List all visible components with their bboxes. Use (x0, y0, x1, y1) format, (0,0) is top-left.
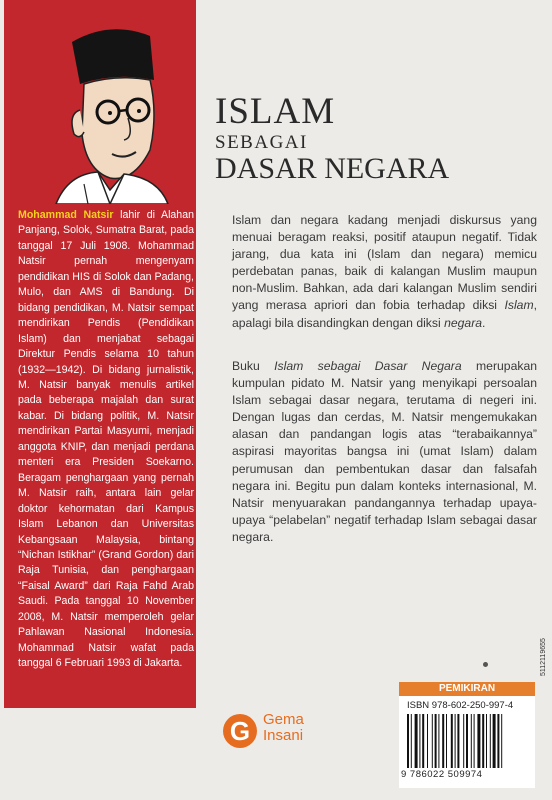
synopsis-text: . (482, 315, 486, 330)
synopsis-text: merupakan kumpulan pidato M. Natsir yang menyikapi persoalan Islam sebagai dasar negara, terutama di negeri ini. Dengan lugas dan cerdas, M. Natsir mengemukakan alasan dan pandangan logis atas “terabaikannya” aspirasi mayoritas bangsa ini (umat Islam) dalam perumusan dan pembentukan dasar dan falsafah negara ini. Begitu pun dalam konteks internasional, M. Natsir menyuarakan pandangannya terhadap upaya-upaya “pelabelan” negatif terhadap Islam sebagai dasar negara. (232, 359, 538, 544)
isbn-number: ISBN 978-602-250-997-4 (407, 700, 514, 711)
category-label: PEMIKIRAN (399, 682, 535, 696)
author-bio (18, 208, 194, 672)
ink-speck (483, 662, 488, 667)
synopsis-text: Islam dan negara kadang menjadi diskursus yang menuai beragam reaksi, positif ataupun negatif. Tidak jarang, dua kata ini (Islam dan negara) memicu perdebatan panas, baik di kalangan Muslim maupun non-Muslim. Bahkan, ada dari kalangan Muslim sendiri yang merasa apriori dan fobia terhadap diksi (232, 213, 537, 313)
publisher-logo (223, 710, 338, 756)
synopsis-text: Buku (232, 359, 275, 373)
barcode-icon (405, 714, 523, 768)
synopsis-paragraph-1 (232, 212, 537, 332)
synopsis-text: , apalagi bila disandingkan dengan diksi (232, 298, 537, 330)
author-bio-text: lahir di Alahan Panjang, Solok, Sumatra Barat, pada tanggal 17 Juli 1908. Mohammad Natsir pernah mengenyam pendidikan HIS di Solok dan Padang, Mulo, dan AMS di Bandung. Di bidang pendidikan, M. Natsir sempat mendirikan Pendis (Pendidikan Islam) dan menjabat sebagai Direktur Pendis selama 10 tahun (1932—1942). Di bidang jurnalistik, M. Natsir banyak menulis artikel pada beberapa majalah dan surat kabar. Di bidang politik, M. Natsir mendirikan Partai Masyumi, menjadi anggota KNIP, dan menjadi perdana menteri era Presiden Soekarno. Beragam penghargaan yang pernah M. Natsir raih, antara lain gelar doktor kehormatan dari Kampus Islam Lebanon dan Universitas Kebangsaan Malaysia, bintang “Nichan Istikhar” (Grand Gordon) dari Raja Tunisia, dan penghargaan “Faisal Award” dari Raja Fahd Arab Saudi. Pada tanggal 10 November 2008, M. Natsir memperoleh gelar Pahlawan Nasional Indonesia. Mohammad Natsir wafat pada tanggal 6 Februari 1993 di Jakarta. (18, 209, 194, 670)
title-line-2: SEBAGAI (215, 132, 308, 153)
publisher-name-line-1: Gema (263, 711, 304, 728)
title-line-3: DASAR NEGARA (215, 152, 450, 185)
author-panel (4, 0, 196, 708)
synopsis-italic: negara (444, 315, 483, 330)
synopsis-italic: Islam sebagai Dasar Negara (274, 359, 462, 373)
synopsis-paragraph-2 (232, 358, 537, 546)
title-line-1: ISLAM (215, 91, 336, 132)
synopsis-italic: Islam (504, 298, 534, 313)
publisher-name (263, 712, 304, 744)
author-portrait (24, 14, 190, 204)
isbn-label (399, 682, 535, 788)
barcode-number: 9 786022 509974 (401, 769, 483, 780)
author-name: Mohammad Natsir (18, 209, 114, 221)
publisher-logo-icon: G (223, 714, 257, 748)
publisher-name-line-2: Insani (263, 727, 304, 744)
side-code: 5112119655 (540, 638, 547, 676)
